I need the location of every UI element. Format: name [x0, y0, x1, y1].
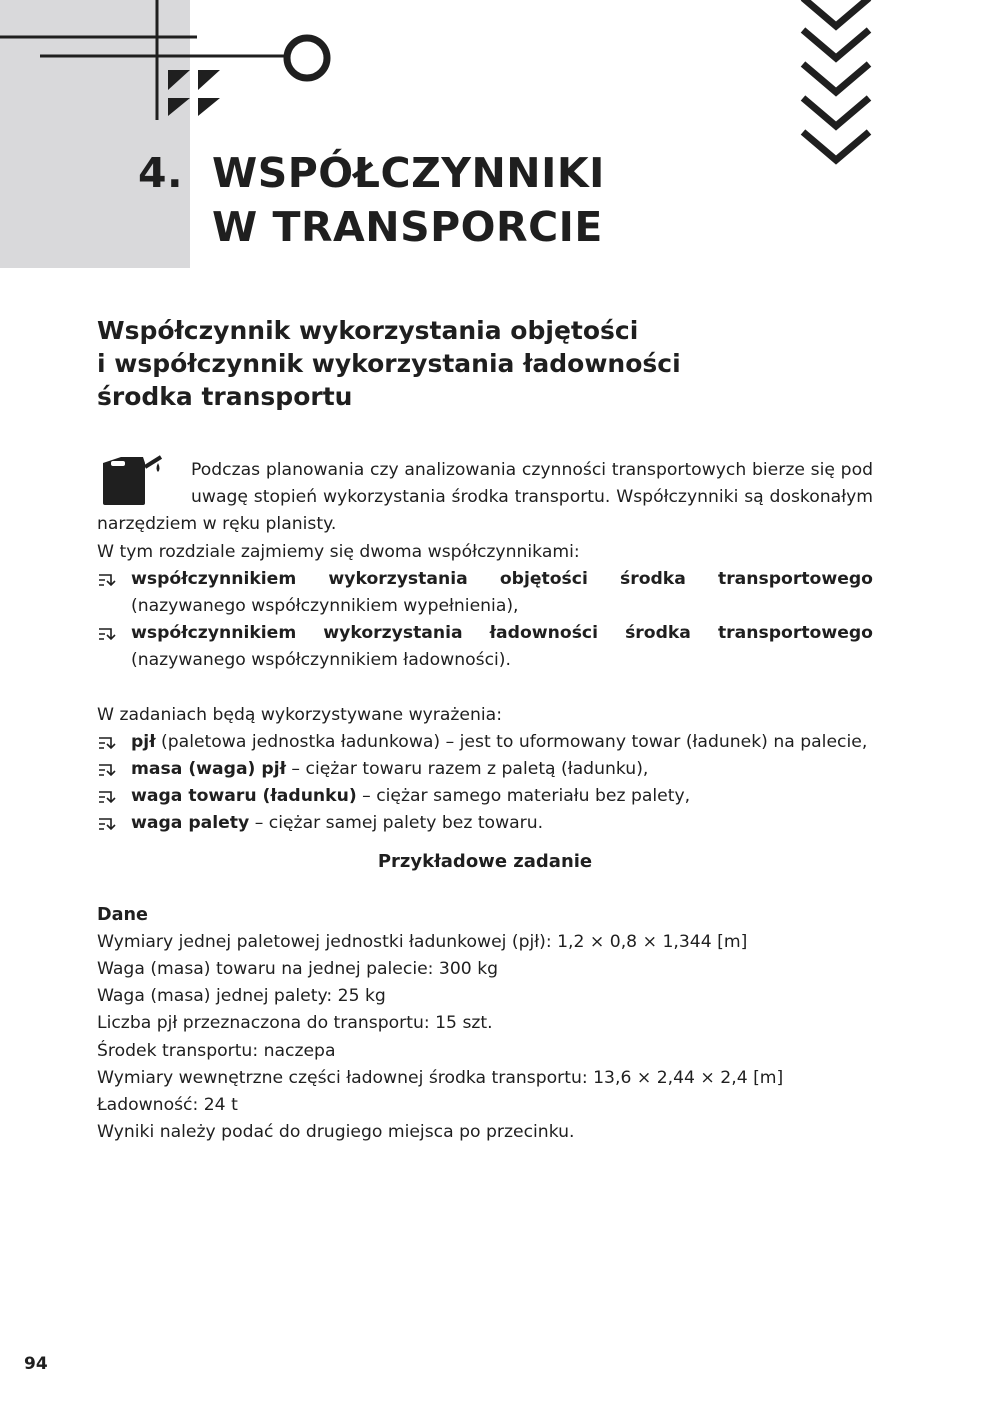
bullet-arrow-icon	[98, 628, 118, 641]
given-line: Liczba pjł przeznaczona do transportu: 15 szt.	[97, 1013, 493, 1034]
term-name: waga towaru (ładunku)	[131, 786, 357, 807]
coefficient-desc: (nazywanego współczynnikiem ładowności).	[131, 650, 511, 671]
main-content	[97, 457, 873, 1146]
terms-lead: W zadaniach będą wykorzystywane wyrażenia:	[97, 704, 502, 725]
coefficient-desc: (nazywanego współczynnikiem wypełnienia),	[131, 596, 519, 617]
term-desc: – ciężar samego materiału bez palety,	[356, 786, 691, 807]
term-name: pjł	[131, 731, 156, 752]
term-desc: – ciężar towaru razem z paletą (ładunku),	[285, 759, 649, 780]
given-line: Wyniki należy podać do drugiego miejsca po przecinku.	[97, 1122, 575, 1143]
bullet-arrow-icon	[98, 791, 118, 804]
chapter-number: 4.	[138, 149, 184, 197]
lines-circle-triangles-decoration	[0, 0, 340, 125]
given-line: Waga (masa) jednej palety: 25 kg	[97, 986, 386, 1007]
section-heading-line-3: środka transportu	[97, 382, 353, 411]
given-list	[97, 929, 873, 1147]
bullet-arrow-icon	[98, 574, 118, 587]
section-heading-line-2: i współczynnik wykorzystania ładowności	[97, 349, 681, 378]
coefficient-term: współczynnikiem wykorzystania objętości środka transportowego	[131, 568, 873, 589]
terms-list	[97, 729, 873, 838]
chapter-title-line-1: WSPÓŁCZYNNIKI	[212, 149, 605, 197]
list-item	[97, 783, 873, 810]
section-heading	[97, 314, 681, 413]
chapter-title-line-2: W TRANSPORCIE	[212, 203, 603, 251]
jerrycan-icon	[99, 453, 165, 507]
term-name: masa (waga) pjł	[131, 759, 286, 780]
bullet-arrow-icon	[98, 764, 118, 777]
coefficients-list	[97, 566, 873, 675]
given-label: Dane	[97, 904, 148, 925]
given-line: Waga (masa) towaru na jednej palecie: 300 kg	[97, 959, 499, 980]
bullet-arrow-icon	[98, 737, 118, 750]
intro-paragraph: Podczas planowania czy analizowania czynności transportowych bierze się pod uwagę stopień wykorzystania środka transportu. Współczynniki są doskonałym narzędziem w ręku planisty.	[97, 460, 873, 535]
coefficients-lead: W tym rozdziale zajmiemy się dwoma współczynnikami:	[97, 541, 580, 562]
chapter-title	[212, 146, 605, 254]
list-item	[97, 566, 873, 620]
term-desc: – ciężar samej palety bez towaru.	[249, 813, 544, 834]
coefficient-term: współczynnikiem wykorzystania ładowności środka transportowego	[131, 623, 873, 644]
bullet-arrow-icon	[98, 818, 118, 831]
list-item	[97, 620, 873, 674]
given-line: Wymiary jednej paletowej jednostki ładunkowej (pjł): 1,2 × 0,8 × 1,344 [m]	[97, 931, 748, 952]
given-line: Środek transportu: naczepa	[97, 1040, 336, 1061]
given-line: Ładowność: 24 t	[97, 1095, 238, 1116]
chevron-down-icon	[795, 0, 877, 172]
term-desc: (paletowa jednostka ładunkowa) – jest to uformowany towar (ładunek) na palecie,	[155, 731, 868, 752]
example-title: Przykładowe zadanie	[377, 850, 593, 872]
given-line: Wymiary wewnętrzne części ładownej środka transportu: 13,6 × 2,44 × 2,4 [m]	[97, 1067, 784, 1088]
list-item	[97, 810, 873, 837]
page-number: 94	[24, 1354, 48, 1374]
section-heading-line-1: Współczynnik wykorzystania objętości	[97, 316, 639, 345]
list-item	[97, 729, 873, 756]
list-item	[97, 756, 873, 783]
term-name: waga palety	[131, 813, 250, 834]
